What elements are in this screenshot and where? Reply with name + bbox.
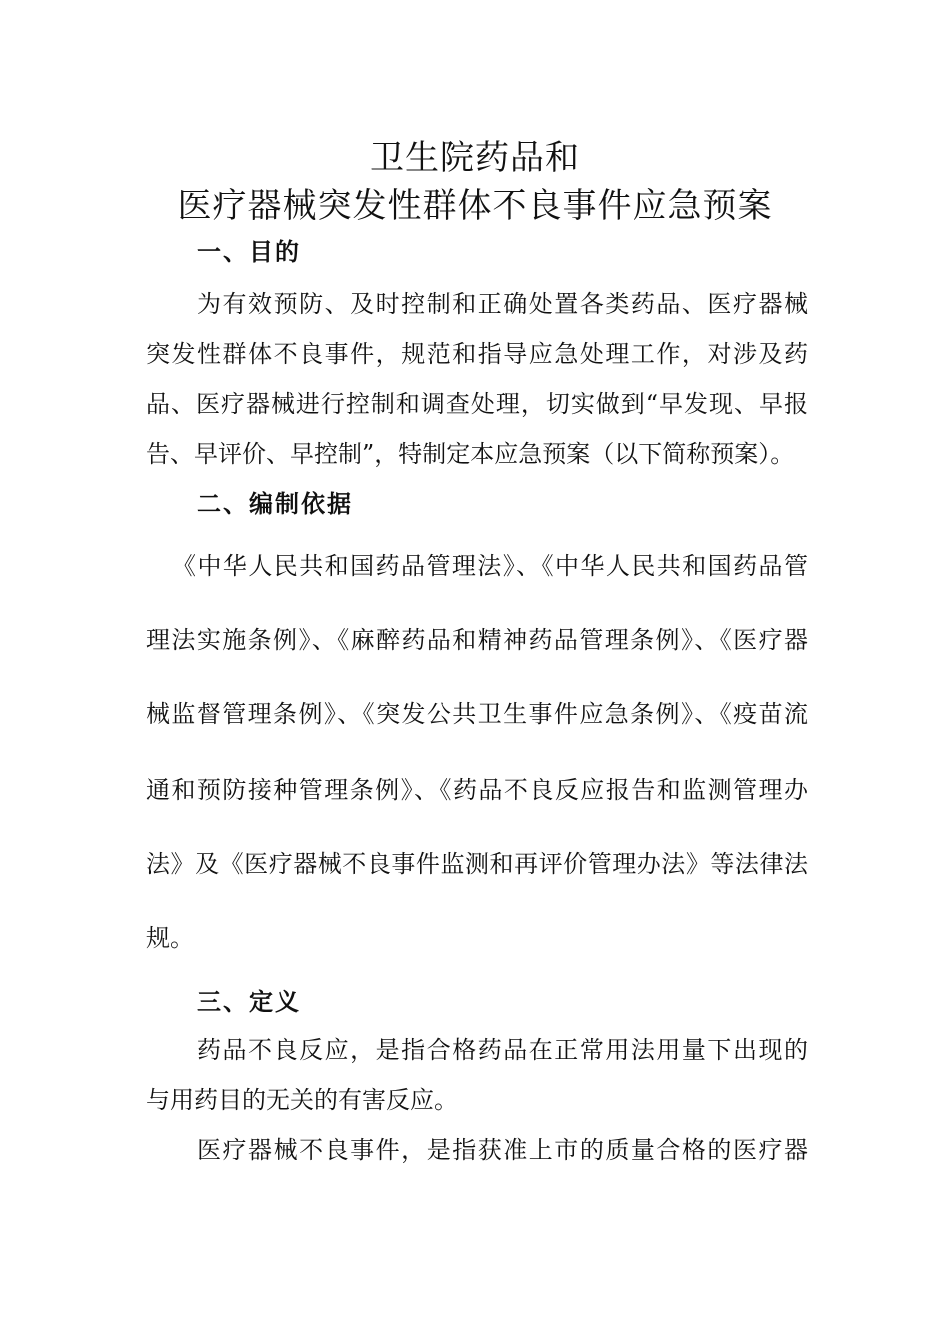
paragraph-line: 药品不良反应，是指合格药品在正常用法用量下出现的 [197, 1036, 808, 1064]
paragraph-line: 通和预防接种管理条例》、《药品不良反应报告和监测管理办 [146, 776, 808, 804]
paragraph-line: 理法实施条例》、《麻醉药品和精神药品管理条例》、《医疗器 [146, 626, 808, 654]
section-heading-definition: 三、定义 [197, 988, 301, 1016]
paragraph-line: 为有效预防、及时控制和正确处置各类药品、医疗器械 [197, 290, 808, 318]
paragraph-line: 品、医疗器械进行控制和调查处理，切实做到“早发现、早报 [146, 390, 808, 418]
section-heading-purpose: 一、目的 [197, 238, 301, 266]
paragraph-line: 医疗器械不良事件，是指获准上市的质量合格的医疗器 [197, 1136, 808, 1164]
document-title-line-2: 医疗器械突发性群体不良事件应急预案 [177, 186, 773, 226]
paragraph-line: 与用药目的无关的有害反应。 [146, 1086, 458, 1114]
paragraph-line: 《中华人民共和国药品管理法》、《中华人民共和国药品管 [172, 552, 808, 580]
paragraph-line: 告、早评价、早控制”，特制定本应急预案（以下简称预案）。 [146, 440, 795, 468]
section-heading-basis: 二、编制依据 [197, 490, 353, 518]
document-title-line-1: 卫生院药品和 [370, 138, 580, 178]
paragraph-line: 规。 [146, 924, 194, 952]
paragraph-line: 械监督管理条例》、《突发公共卫生事件应急条例》、《疫苗流 [146, 700, 808, 728]
paragraph-line: 突发性群体不良事件，规范和指导应急处理工作，对涉及药 [146, 340, 808, 368]
paragraph-line: 法》及《医疗器械不良事件监测和再评价管理办法》等法律法 [146, 850, 808, 878]
